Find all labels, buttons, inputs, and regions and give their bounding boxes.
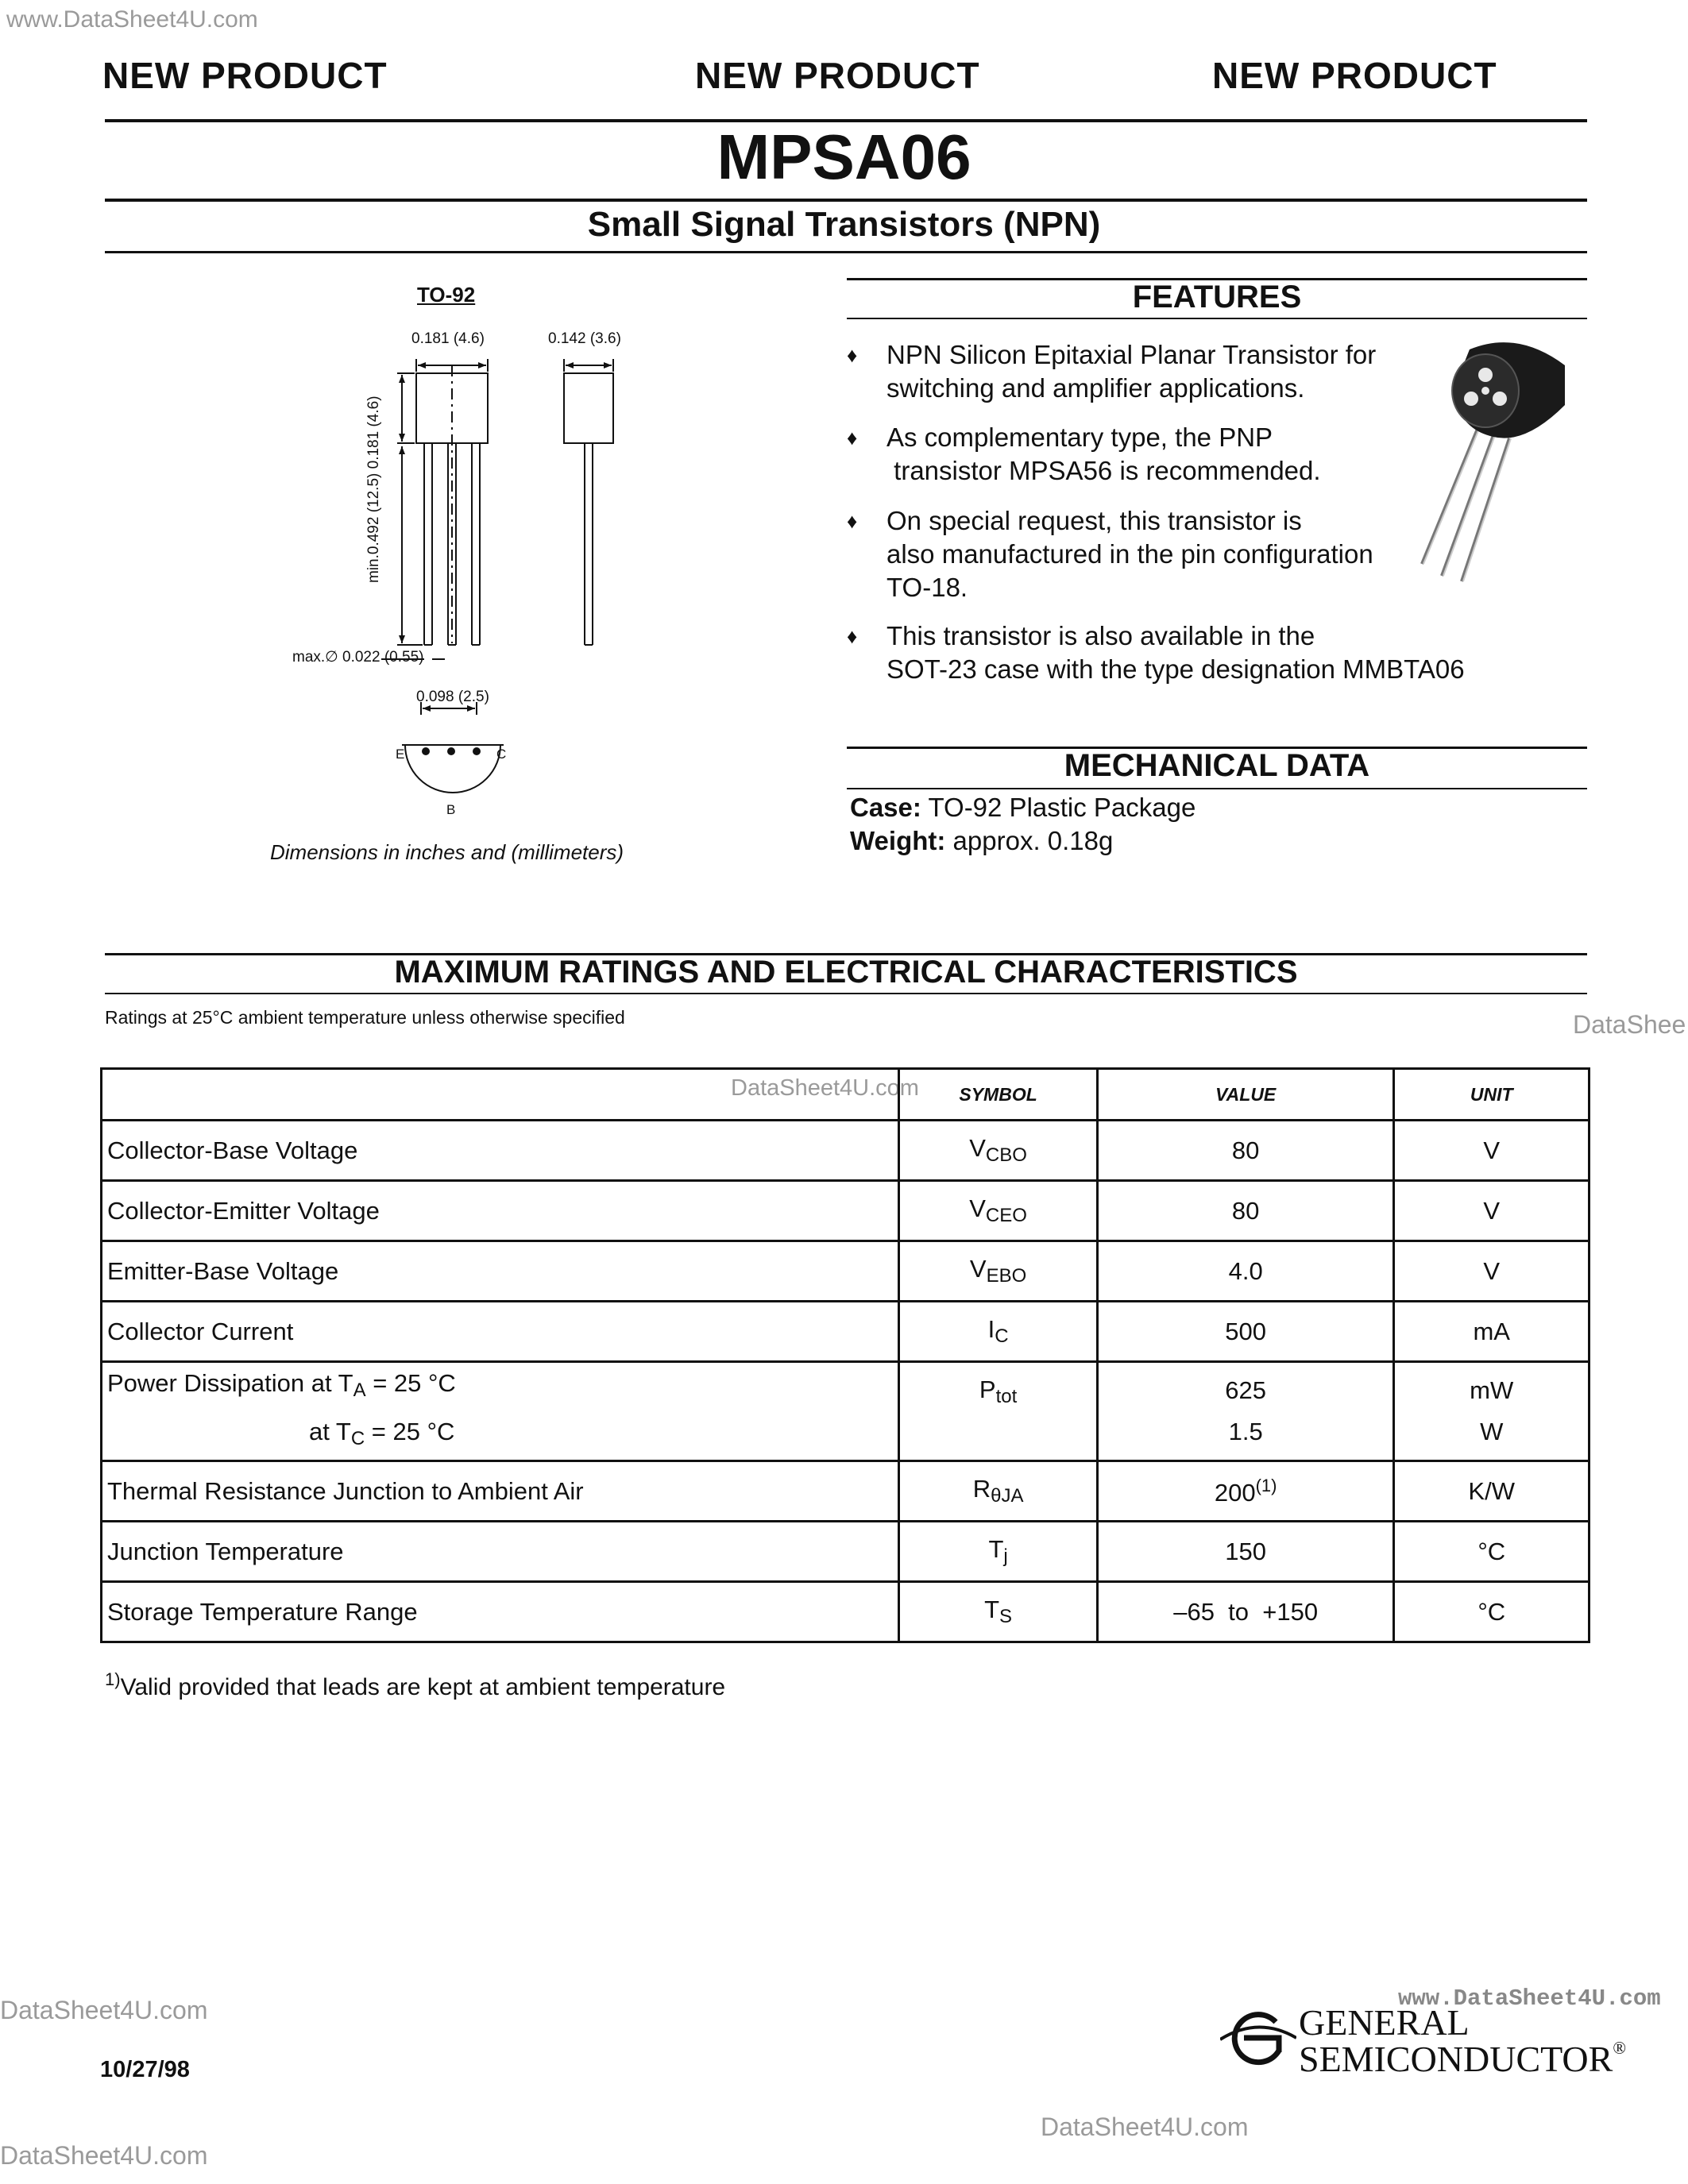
symbol-sub: θJA [991, 1485, 1024, 1507]
power-unit-a: mW [1470, 1376, 1514, 1404]
features-rule-bottom [847, 318, 1587, 319]
page-subtitle: Small Signal Transistors (NPN) [587, 205, 1101, 244]
feature-text: On special request, this transistor is also manufactured in the pin configuration TO-18. [886, 506, 1373, 602]
mechanical-case [850, 793, 1196, 823]
power-param-a: Power Dissipation at $T_A = 25$ °C [107, 1369, 456, 1401]
bullet-icon: ♦ [847, 624, 858, 648]
value-cell: 4.0 [1097, 1241, 1394, 1302]
table-row-power [102, 1362, 1590, 1461]
dim-width-label: 0.181 (4.6) [411, 330, 485, 347]
package-outline-drawing [350, 341, 635, 826]
mechanical-rule-bottom [847, 788, 1587, 789]
param-header [102, 1069, 899, 1121]
symbol-main: P [979, 1376, 996, 1403]
symbol-sub: CBO [985, 1144, 1027, 1166]
case-value: TO-92 Plastic Package [921, 793, 1196, 822]
watermark-mid-right: DataShee [1573, 1010, 1686, 1039]
feature-text: As complementary type, the PNP transistor MPSA56 is recommended. [886, 423, 1321, 485]
param-cell: Collector-Base Voltage [102, 1121, 899, 1181]
unit-cell [1394, 1362, 1590, 1461]
table-row [102, 1181, 1590, 1241]
table-row-storage [102, 1582, 1590, 1642]
param-cell: Storage Temperature Range [102, 1582, 899, 1642]
symbol-main: V [969, 1194, 986, 1222]
company-logo-icon [1220, 2008, 1296, 2068]
watermark-bottom-right: www.DataSheet4U.com [1398, 1985, 1661, 2012]
dimensions-caption: Dimensions in inches and (millimeters) [270, 840, 624, 864]
footnote-text: Valid provided that leads are kept at ambient temperature [120, 1674, 726, 1700]
pin-c-label: C [496, 747, 507, 762]
table-row-junction [102, 1522, 1590, 1582]
company-name-line2 [1299, 2038, 1626, 2080]
symbol-main: R [972, 1475, 991, 1503]
unit-cell: V [1394, 1121, 1590, 1181]
table-row [102, 1302, 1590, 1362]
symbol-main: T [988, 1535, 1004, 1563]
ratings-title: MAXIMUM RATINGS AND ELECTRICAL CHARACTERISTICS [394, 955, 1298, 990]
table-row-thermal [102, 1461, 1590, 1522]
bullet-icon: ♦ [847, 426, 858, 450]
bullet-icon: ♦ [847, 509, 858, 533]
value-cell [1097, 1362, 1394, 1461]
power-value-c: 1.5 [1228, 1418, 1263, 1445]
value-cell: 80 [1097, 1181, 1394, 1241]
unit-cell: V [1394, 1181, 1590, 1241]
value-cell: 500 [1097, 1302, 1394, 1362]
registered-mark: ® [1613, 2038, 1627, 2058]
symbol-cell [899, 1121, 1098, 1181]
unit-cell: °C [1394, 1522, 1590, 1582]
table-header-row [102, 1069, 1590, 1121]
mechanical-weight [850, 826, 1113, 856]
unit-header: UNIT [1394, 1069, 1590, 1121]
thermal-value: 200 [1214, 1478, 1256, 1507]
symbol-sub: tot [995, 1386, 1018, 1407]
watermark-bottom-left: DataSheet4U.com [0, 1996, 208, 2024]
param-cell [102, 1362, 899, 1461]
symbol-cell [899, 1461, 1098, 1522]
case-label: Case: [850, 793, 921, 822]
feature-text: This transistor is also available in the SOT-23 case with the type designation MMBTA06 [886, 621, 1465, 684]
watermark-bottom-corner: DataSheet4U.com [0, 2141, 208, 2170]
ratings-rule-bottom [105, 993, 1587, 994]
table-row [102, 1121, 1590, 1181]
new-product-label-1: NEW PRODUCT [102, 55, 388, 96]
symbol-cell [899, 1522, 1098, 1582]
mechanical-title: MECHANICAL DATA [1064, 748, 1370, 783]
ratings-note: Ratings at 25°C ambient temperature unless otherwise specified [105, 1007, 625, 1028]
param-cell: Emitter-Base Voltage [102, 1241, 899, 1302]
watermark-table: DataSheet4U.com [731, 1075, 919, 1101]
value-header: VALUE [1097, 1069, 1394, 1121]
new-product-label-3: NEW PRODUCT [1212, 55, 1497, 96]
unit-cell: mA [1394, 1302, 1590, 1362]
symbol-cell [899, 1181, 1098, 1241]
pin-e-label: E [396, 747, 405, 762]
value-cell: 150 [1097, 1522, 1394, 1582]
unit-cell: V [1394, 1241, 1590, 1302]
unit-cell: K/W [1394, 1461, 1590, 1522]
symbol-sub: C [995, 1325, 1009, 1347]
value-cell [1097, 1461, 1394, 1522]
table-row [102, 1241, 1590, 1302]
param-cell: Junction Temperature [102, 1522, 899, 1582]
symbol-sub: CEO [985, 1205, 1027, 1226]
company-name-text: SEMICONDUCTOR [1299, 2039, 1613, 2079]
features-title: FEATURES [1132, 280, 1302, 314]
footnote-ref: (1) [1255, 1475, 1277, 1495]
header-rule-middle [105, 199, 1587, 202]
transistor-photo [1406, 334, 1581, 588]
new-product-label-2: NEW PRODUCT [695, 55, 980, 96]
symbol-cell [899, 1302, 1098, 1362]
power-unit-c: W [1480, 1418, 1504, 1445]
symbol-cell [899, 1362, 1098, 1461]
param-cell: Thermal Resistance Junction to Ambient Air [102, 1461, 899, 1522]
dim-depth-label: 0.142 (3.6) [548, 330, 621, 347]
value-cell: 80 [1097, 1121, 1394, 1181]
company-name-line1: GENERAL [1299, 2002, 1470, 2043]
symbol-sub: j [1003, 1545, 1008, 1567]
header-rule-bottom [105, 251, 1587, 253]
param-cell: Collector-Emitter Voltage [102, 1181, 899, 1241]
watermark-bottom-center: DataSheet4U.com [1041, 2113, 1249, 2141]
part-number: MPSA06 [717, 122, 971, 192]
param-cell: Collector Current [102, 1302, 899, 1362]
symbol-sub: S [999, 1606, 1013, 1627]
symbol-cell [899, 1582, 1098, 1642]
feature-text: NPN Silicon Epitaxial Planar Transistor for switching and amplifier applications. [886, 340, 1377, 403]
document-date: 10/27/98 [100, 2057, 190, 2082]
symbol-cell [899, 1241, 1098, 1302]
value-cell: –65 to +150 [1097, 1582, 1394, 1642]
symbol-sub: EBO [986, 1265, 1027, 1287]
footnote [105, 1669, 725, 1701]
symbol-main: I [987, 1315, 995, 1343]
weight-label: Weight: [850, 826, 946, 855]
package-label: TO-92 [417, 283, 476, 307]
ratings-table [100, 1067, 1590, 1643]
dim-pitch-label: 0.098 (2.5) [416, 689, 489, 705]
symbol-main: V [969, 1255, 987, 1283]
pin-b-label: B [446, 802, 456, 817]
symbol-main: V [969, 1134, 986, 1162]
symbol-main: T [984, 1596, 1000, 1623]
power-param-c: at $T_C = 25$ °C [309, 1418, 455, 1449]
bullet-icon: ♦ [847, 343, 858, 367]
watermark-top-left: www.DataSheet4U.com [6, 6, 258, 33]
weight-value: approx. 0.18g [945, 826, 1114, 855]
unit-cell: °C [1394, 1582, 1590, 1642]
footnote-mark: 1) [105, 1669, 121, 1689]
symbol-header: SYMBOL [899, 1069, 1098, 1121]
dim-vertical-label: min.0.492 (12.5) 0.181 (4.6) [365, 396, 382, 583]
dim-lead-label: max.∅ 0.022 (0.55) [292, 649, 424, 666]
power-value-a: 625 [1225, 1376, 1267, 1404]
